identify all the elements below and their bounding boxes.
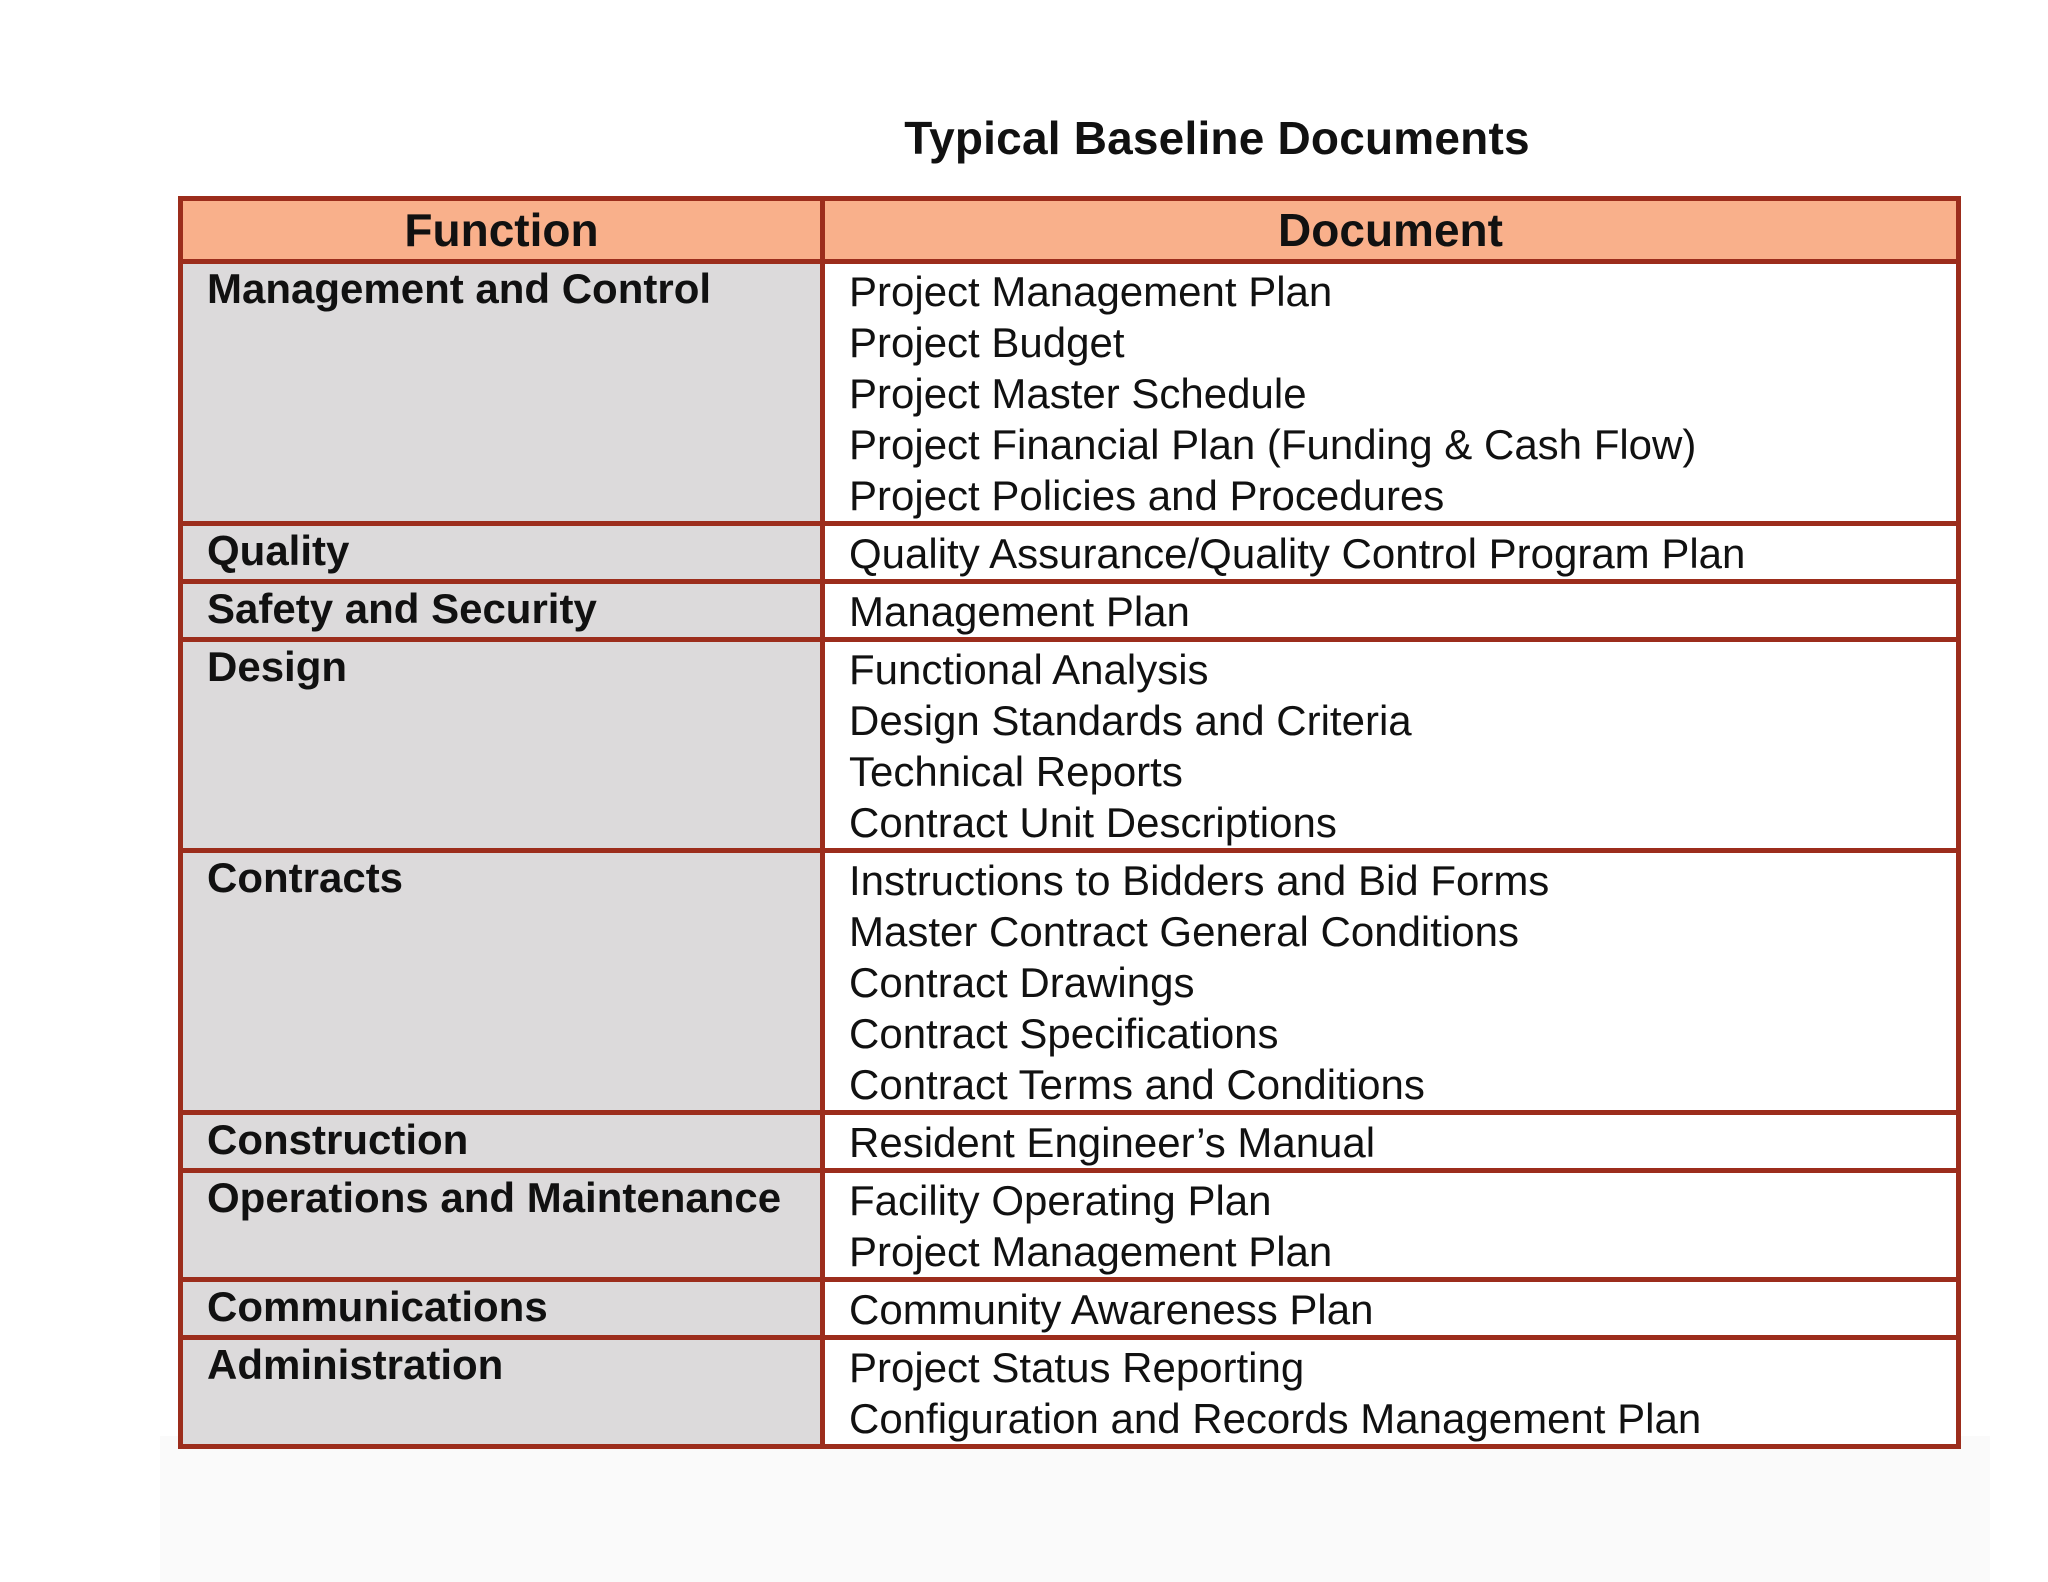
document-cell bbox=[823, 1338, 1959, 1447]
document-item: Project Budget bbox=[849, 319, 1125, 366]
document-item: Project Management Plan bbox=[849, 268, 1333, 315]
document-cell bbox=[823, 851, 1959, 1113]
function-cell bbox=[181, 1280, 823, 1338]
function-label: Quality bbox=[207, 527, 350, 574]
function-cell bbox=[181, 851, 823, 1113]
function-label: Design bbox=[207, 643, 348, 690]
function-cell bbox=[181, 262, 823, 524]
table-row bbox=[181, 1113, 1959, 1171]
document-item: Community Awareness Plan bbox=[849, 1286, 1374, 1333]
table-row bbox=[181, 582, 1959, 640]
document-item: Project Financial Plan (Funding & Cash Flow) bbox=[849, 421, 1697, 468]
document-item: Contract Specifications bbox=[849, 1010, 1279, 1057]
header-document: Document bbox=[823, 199, 1959, 262]
document-item: Quality Assurance/Quality Control Program Plan bbox=[849, 530, 1746, 577]
function-label: Operations and Maintenance bbox=[207, 1174, 782, 1221]
document-item: Technical Reports bbox=[849, 748, 1183, 795]
document-item: Contract Drawings bbox=[849, 959, 1195, 1006]
header-function: Function bbox=[181, 199, 823, 262]
function-label: Contracts bbox=[207, 854, 404, 901]
function-cell bbox=[181, 582, 823, 640]
function-label: Communications bbox=[207, 1283, 548, 1330]
table-row bbox=[181, 640, 1959, 851]
page-title: Typical Baseline Documents bbox=[904, 112, 1530, 164]
function-label: Construction bbox=[207, 1116, 469, 1163]
document-item: Resident Engineer’s Manual bbox=[849, 1119, 1376, 1166]
function-cell bbox=[181, 1338, 823, 1447]
document-cell bbox=[823, 1171, 1959, 1280]
document-item: Project Policies and Procedures bbox=[849, 472, 1445, 519]
document-item: Management Plan bbox=[849, 588, 1190, 635]
document-cell bbox=[823, 524, 1959, 582]
baseline-documents-table-container bbox=[178, 196, 1956, 1449]
document-item: Functional Analysis bbox=[849, 646, 1209, 693]
table-header-row bbox=[181, 199, 1959, 262]
document-item: Instructions to Bidders and Bid Forms bbox=[849, 857, 1550, 904]
function-cell bbox=[181, 640, 823, 851]
table-row bbox=[181, 851, 1959, 1113]
page-shadow bbox=[160, 1436, 1990, 1582]
table-row bbox=[181, 1338, 1959, 1447]
document-item: Project Status Reporting bbox=[849, 1344, 1305, 1391]
document-cell bbox=[823, 262, 1959, 524]
document-item: Master Contract General Conditions bbox=[849, 908, 1519, 955]
function-label: Administration bbox=[207, 1341, 504, 1388]
document-item: Contract Unit Descriptions bbox=[849, 799, 1337, 846]
document-item: Project Management Plan bbox=[849, 1228, 1333, 1275]
document-cell bbox=[823, 640, 1959, 851]
table-row bbox=[181, 1280, 1959, 1338]
table-body bbox=[181, 262, 1959, 1447]
document-cell bbox=[823, 582, 1959, 640]
table-row bbox=[181, 1171, 1959, 1280]
document-item: Contract Terms and Conditions bbox=[849, 1061, 1425, 1108]
function-cell bbox=[181, 524, 823, 582]
table-row bbox=[181, 262, 1959, 524]
document-cell bbox=[823, 1280, 1959, 1338]
document-item: Project Master Schedule bbox=[849, 370, 1307, 417]
document-item: Facility Operating Plan bbox=[849, 1177, 1272, 1224]
document-cell bbox=[823, 1113, 1959, 1171]
function-cell bbox=[181, 1171, 823, 1280]
table-row bbox=[181, 524, 1959, 582]
document-item: Configuration and Records Management Plan bbox=[849, 1395, 1702, 1442]
function-cell bbox=[181, 1113, 823, 1171]
function-label: Management and Control bbox=[207, 265, 712, 312]
document-item: Design Standards and Criteria bbox=[849, 697, 1412, 744]
function-label: Safety and Security bbox=[207, 585, 597, 632]
baseline-documents-table bbox=[178, 196, 1961, 1449]
